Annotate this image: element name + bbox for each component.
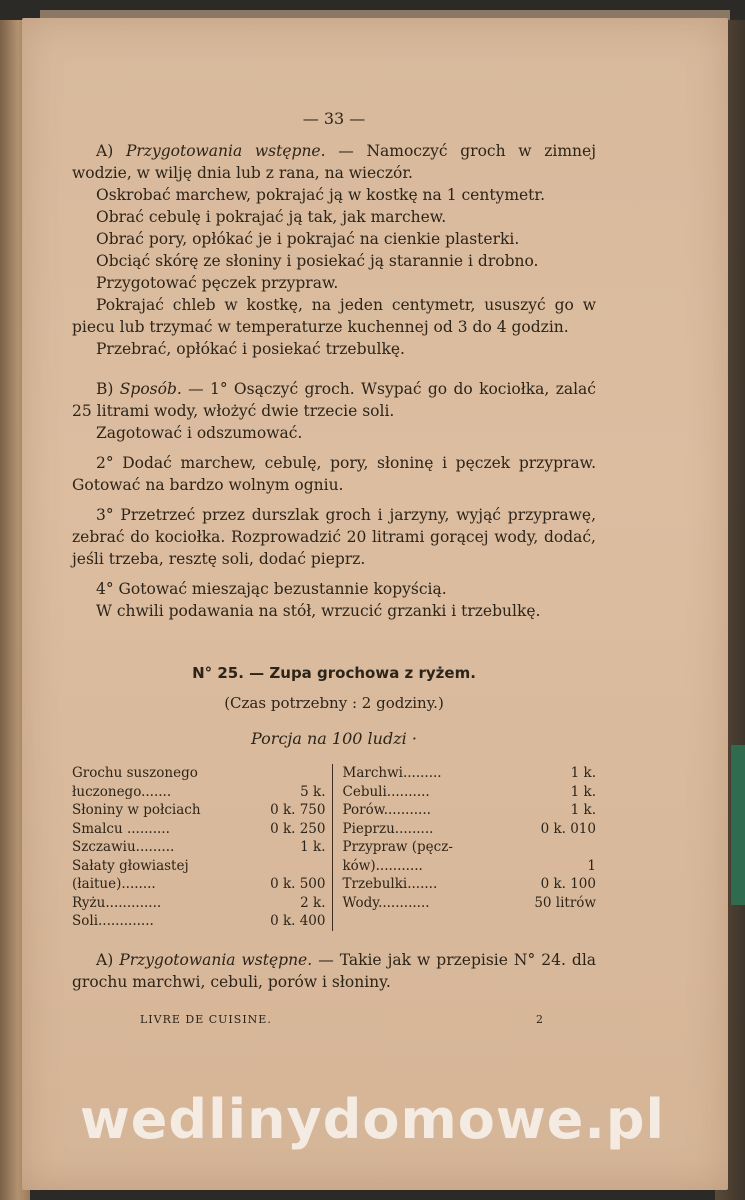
ingredient-row: Szczawiu......... 1 k. — [72, 839, 326, 855]
green-bookmark-tab — [731, 745, 745, 905]
ingredient-row: Grochu suszonego — [72, 765, 198, 781]
prep-a-label: A) — [96, 142, 114, 160]
prep-a2-title: Przygotowania wstępne. — [119, 950, 313, 969]
recipe-title: N° 25. — Zupa grochowa z ryżem. — [192, 664, 476, 682]
ingredient-row: Cebuli.......... 1 k. — [342, 783, 596, 800]
prep-a-line: Obciąć skórę ze słoniny i posiekać ją starannie i drobno. — [96, 252, 539, 270]
method-b-step3: 3° Przetrzeć przez durszlak groch i jarzyny, wyjąć przyprawę, zebrać do kociołka. Rozprowadzić 20 litrami gorącej wody, dodać, jeśli trzeba, resztę soli, dodać pieprz. — [72, 506, 596, 568]
method-b-step2: 2° Dodać marchew, cebulę, pory, słoninę i pęczek przypraw. Gotować na bardzo wolnym ogniu. — [72, 454, 596, 494]
ingredient-row: Marchwi......... 1 k. — [342, 765, 596, 781]
page-content — [72, 108, 596, 1031]
ingredient-row: Przypraw (pęcz- — [342, 839, 453, 855]
prep-a-line: Obrać cebulę i pokrajać ją tak, jak marchew. — [96, 208, 447, 226]
prep-a2 — [72, 949, 596, 993]
prep-a-line: Przebrać, opłókać i posiekać trzebulkę. — [96, 340, 405, 358]
prep-a-line: Przygotować pęczek przypraw. — [96, 274, 339, 292]
page-footer — [72, 1009, 596, 1031]
prep-a2-label: A) — [96, 950, 114, 969]
ingredient-row: Sałaty głowiastej — [72, 857, 189, 874]
ingredients-table — [72, 764, 596, 931]
ingredient-row: Wody............ 50 litrów — [342, 894, 596, 911]
ingredient-row: Porów........... 1 k. — [342, 802, 596, 818]
prep-a-title: Przygotowania wstępne. — [125, 142, 326, 160]
ingredient-row: Słoniny w połciach 0 k. 750 — [72, 802, 326, 818]
method-b-step1b: Zagotować i odszumować. — [96, 424, 303, 442]
ingredient-row: Soli............. 0 k. 400 — [72, 913, 326, 929]
method-b-step1 — [72, 378, 596, 422]
footer-signature: 2 — [536, 1012, 544, 1026]
prep-a2-text: — Takie jak w przepisie N° 24. dla grochu marchwi, cebuli, porów i słoniny. — [72, 950, 597, 991]
ingredients-right-column — [333, 764, 597, 931]
method-b-title: Sposób. — [119, 380, 182, 398]
method-b-step4b: W chwili podawania na stół, wrzucić grzanki i trzebulkę. — [96, 602, 541, 620]
ingredients-left-column — [72, 764, 333, 931]
watermark: wedlinydomowe.pl — [79, 1088, 666, 1151]
page-number: — 33 — — [302, 109, 366, 128]
method-b-step4: 4° Gotować mieszając bezustannie kopyścią. — [96, 580, 447, 598]
recipe-portion: Porcja na 100 ludzi · — [251, 729, 417, 748]
prep-a-line: Obrać pory, opłókać je i pokrajać na cienkie plasterki. — [96, 230, 520, 248]
ingredient-row: Smalcu .......... 0 k. 250 — [72, 820, 326, 837]
method-b-step1-text: — 1° Osączyć groch. Wsypać go do kociołka, zalać 25 litrami wody, włożyć dwie trzecie soli. — [72, 380, 596, 420]
recipe-time: (Czas potrzebny : 2 godziny.) — [224, 694, 444, 712]
ingredient-row: łuczonego....... 5 k. — [72, 783, 326, 800]
prep-a-line: Oskrobać marchew, pokrajać ją w kostkę na 1 centymetr. — [96, 186, 546, 204]
prep-a-line: — Namoczyć groch w zimnej wodzie, w wilję dnia lub z rana, na wieczór. — [72, 142, 597, 182]
prep-a-line: Pokrajać chleb w kostkę, na jeden centymetr, ususzyć go w piecu lub trzymać w temperaturze kuchennej od 3 do 4 godzin. — [72, 296, 596, 336]
ingredient-row: ków)........... 1 — [342, 857, 596, 874]
ingredient-row: Pieprzu......... 0 k. 010 — [342, 820, 596, 837]
footer-book-title: LIVRE DE CUISINE. — [140, 1012, 272, 1026]
ingredient-row: (łaitue)........ 0 k. 500 — [72, 876, 326, 892]
ingredient-row: Ryżu............. 2 k. — [72, 894, 326, 911]
ingredient-row: Trzebulki....... 0 k. 100 — [342, 876, 596, 892]
prep-a-first-line — [72, 140, 596, 184]
method-b-label: B) — [96, 380, 114, 398]
